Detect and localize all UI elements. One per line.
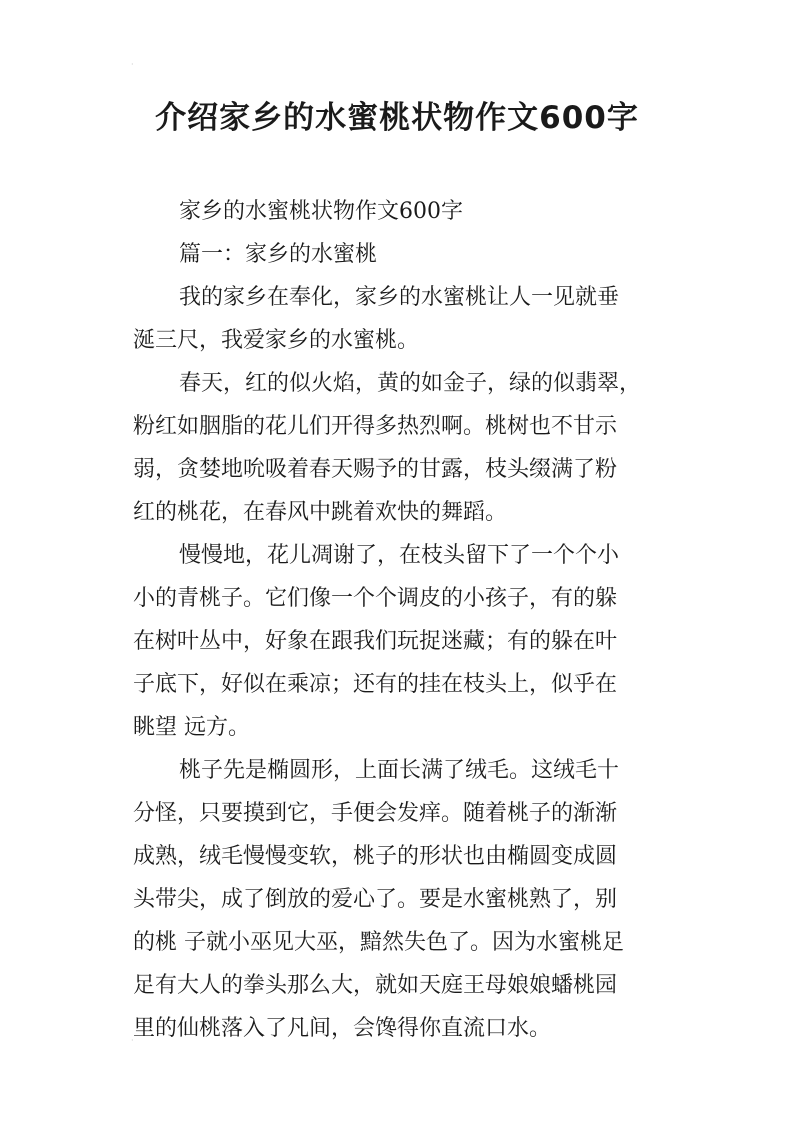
section-heading: 篇一：家乡的水蜜桃 — [179, 242, 378, 267]
paragraph-line: 红的桃花，在春风中跳着欢快的舞蹈。 — [133, 500, 508, 525]
paragraph-line: 分怪，只要摸到它，手便会发痒。随着桃子的渐渐 — [133, 801, 618, 826]
paragraph-line: 春天，红的似火焰，黄的如金子，绿的似翡翠， — [179, 371, 642, 396]
paragraph-line: 头带尖，成了倒放的爱心了。要是水蜜桃熟了，别 — [133, 887, 618, 912]
paragraph-line: 我的家乡在奉化，家乡的水蜜桃让人一见就垂 — [179, 285, 620, 310]
paragraph-line: 粉红如胭脂的花儿们开得多热烈啊。桃树也不甘示 — [133, 414, 618, 439]
paragraph-line: 涎三尺，我爱家乡的水蜜桃。 — [133, 328, 420, 353]
paragraph-line: 子底下，好似在乘凉；还有的挂在枝头上，似乎在 — [133, 672, 618, 697]
paragraph-line: 弱，贪婪地吮吸着春天赐予的甘露，枝头缀满了粉 — [133, 457, 618, 482]
paragraph-line: 桃子先是椭圆形，上面长满了绒毛。这绒毛十 — [179, 758, 620, 783]
paragraph-4 — [133, 749, 665, 1050]
subtitle-line: 家乡的水蜜桃状物作文600字 — [179, 199, 463, 224]
paragraph-2 — [133, 362, 665, 534]
document-title: 介绍家乡的水蜜桃状物作文600字 — [155, 100, 639, 136]
paragraph-line: 的桃 子就小巫见大巫，黯然失色了。因为水蜜桃足 — [133, 930, 624, 955]
paragraph-line: 慢慢地，花儿凋谢了，在枝头留下了一个个小 — [179, 543, 620, 568]
paragraph-3 — [133, 534, 665, 749]
paragraph-line: 里的仙桃落入了凡间，会馋得你直流口水。 — [133, 1016, 552, 1041]
paragraph-line: 在树叶丛中，好象在跟我们玩捉迷藏；有的躲在叶 — [133, 629, 618, 654]
corner-mark-top: · — [131, 60, 134, 69]
paragraph-1 — [133, 276, 665, 362]
corner-mark-bottom: · — [131, 1036, 134, 1045]
paragraph-line: 成熟，绒毛慢慢变软，桃子的形状也由椭圆变成圆 — [133, 844, 618, 869]
paragraph-line: 足有大人的拳头那么大，就如天庭王母娘娘蟠桃园 — [133, 973, 618, 998]
document-body — [133, 190, 665, 1050]
paragraph-line: 眺望 远方。 — [133, 715, 250, 740]
paragraph-line: 小的青桃子。它们像一个个调皮的小孩子，有的躲 — [133, 586, 618, 611]
